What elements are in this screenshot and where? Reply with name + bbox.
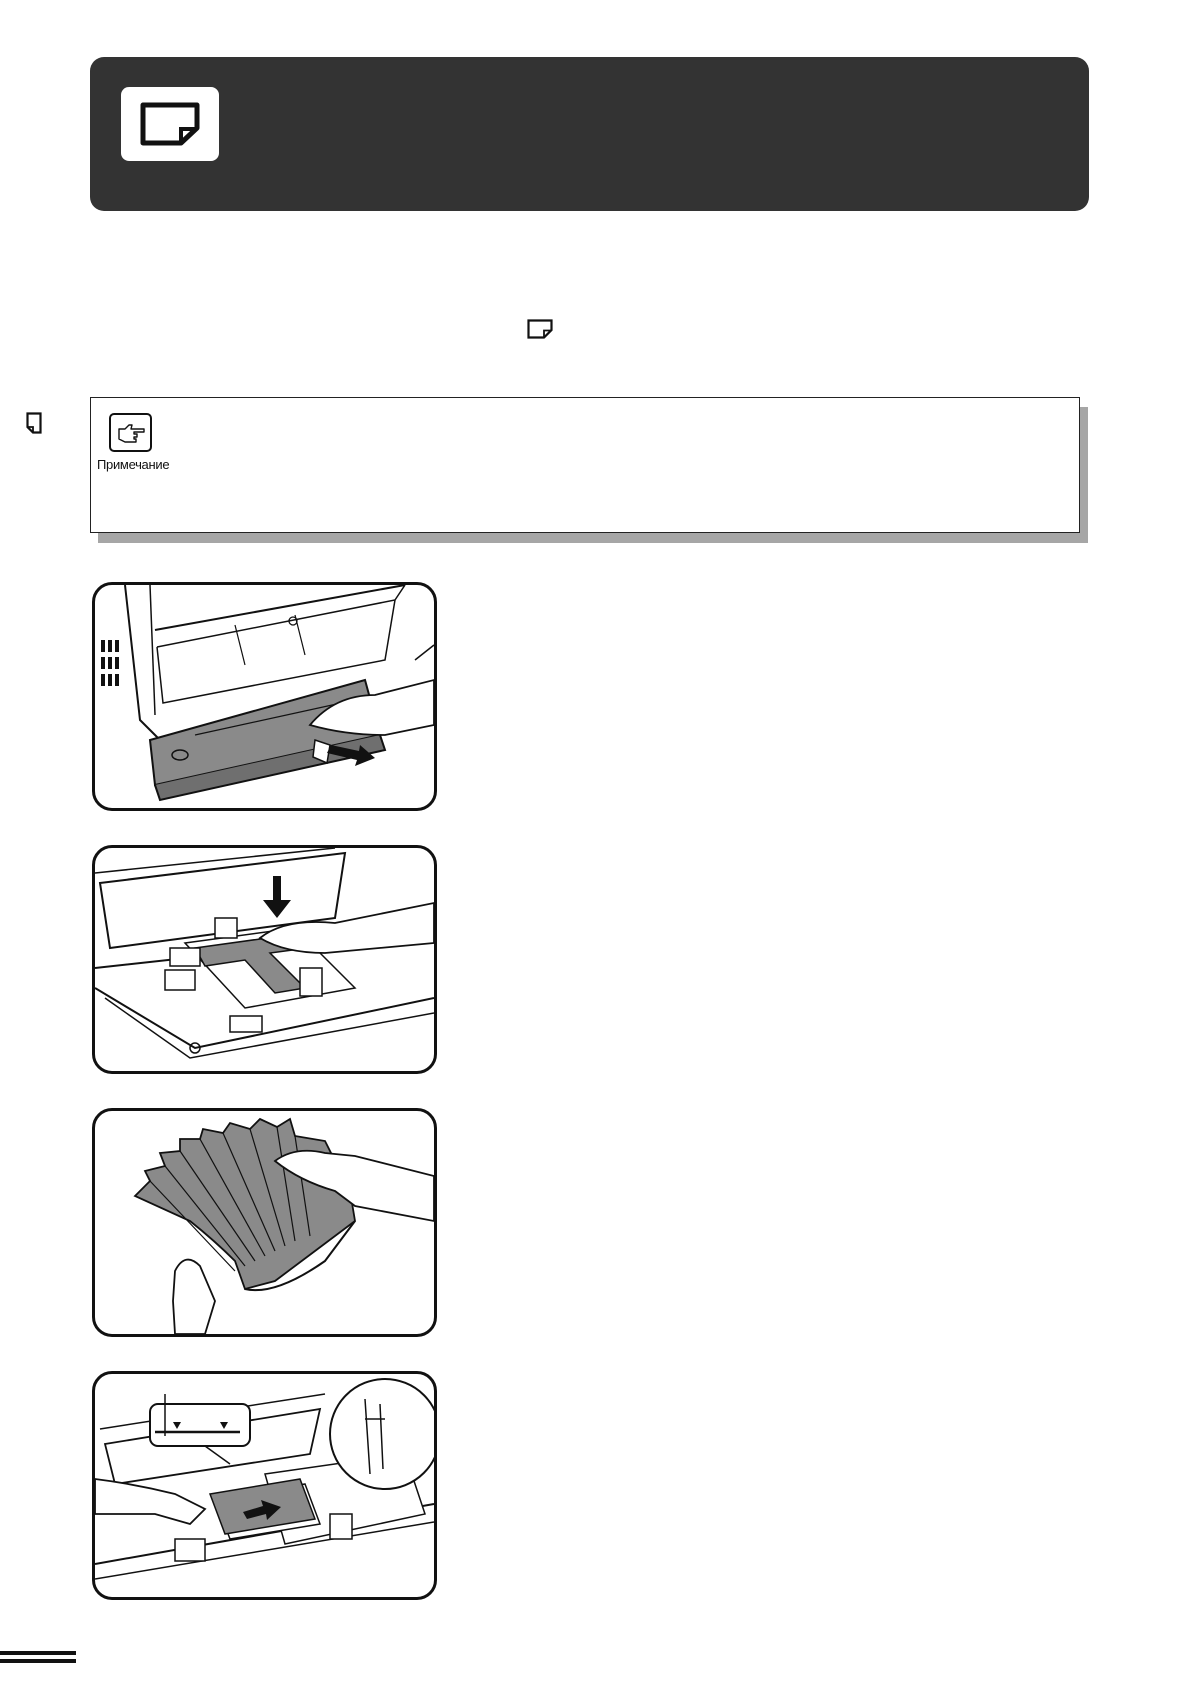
note-label: Примечание xyxy=(97,457,170,472)
paper-sheet-icon xyxy=(140,102,200,146)
step-1-figure xyxy=(92,582,437,811)
pull-out-tray-illustration xyxy=(95,585,434,808)
step-2-figure xyxy=(92,845,437,1074)
section-header-banner xyxy=(90,57,1089,211)
step-3-figure xyxy=(92,1108,437,1337)
note-box xyxy=(90,397,1080,533)
margin-paper-portrait-icon xyxy=(26,412,42,434)
inline-paper-sheet-icon xyxy=(527,319,553,339)
step-4-figure xyxy=(92,1371,437,1600)
fan-paper-stack-illustration xyxy=(95,1111,434,1334)
header-paper-icon-box xyxy=(121,87,219,161)
insert-paper-tray-illustration xyxy=(95,1374,434,1597)
press-pressure-plate-illustration xyxy=(95,848,434,1071)
pointing-hand-icon xyxy=(109,413,152,452)
footer-rule-lines xyxy=(0,1651,76,1667)
